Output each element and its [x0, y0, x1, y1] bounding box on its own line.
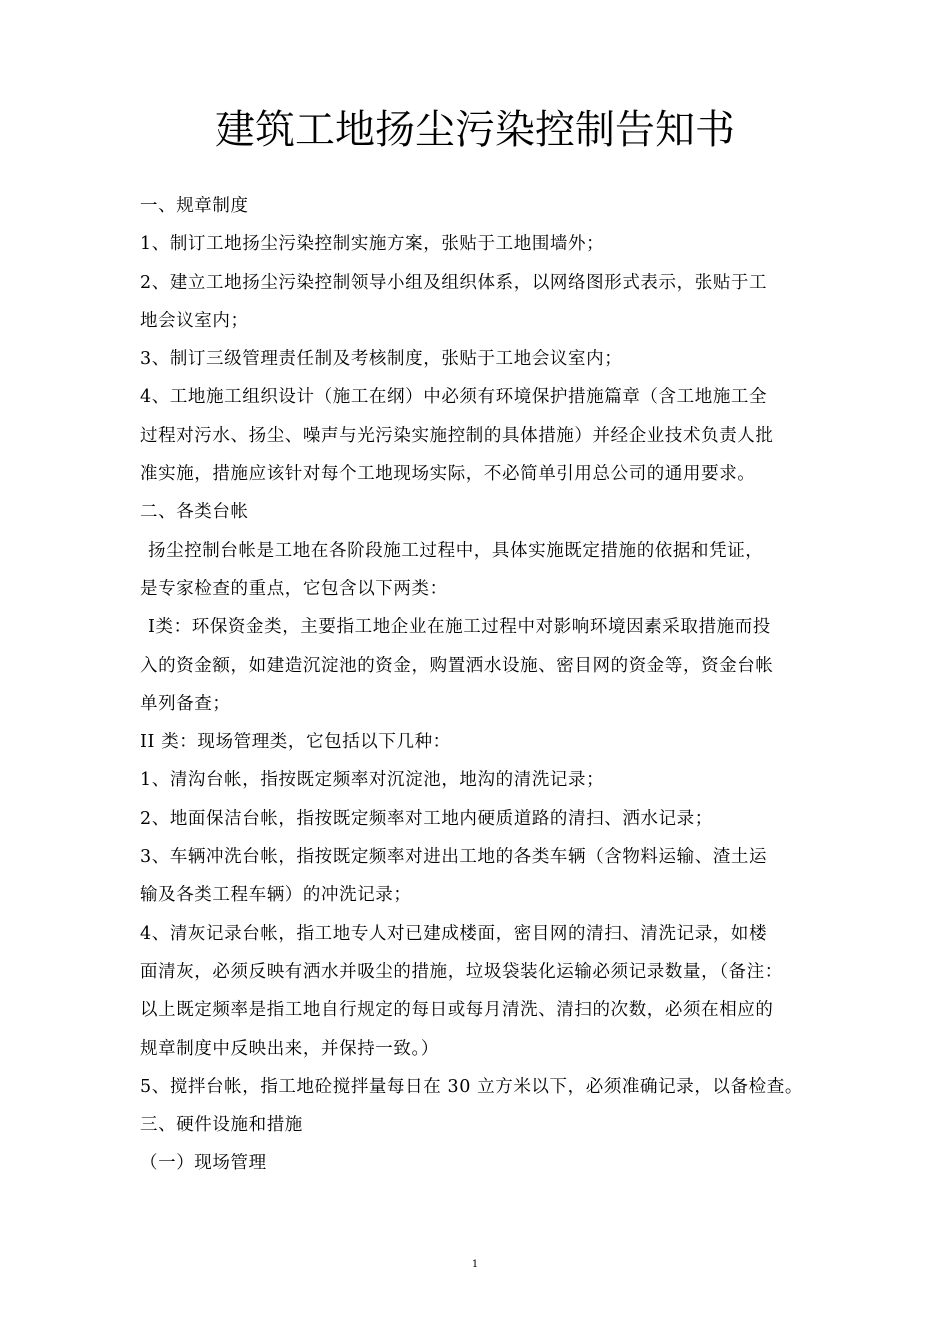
paragraph-line: 4、工地施工组织设计（施工在纲）中必须有环境保护措施篇章（含工地施工全	[140, 387, 768, 408]
paragraph-line: 1、制订工地扬尘污染控制实施方案，张贴于工地围墙外；	[140, 234, 605, 255]
paragraph-line: 入的资金额，如建造沉淀池的资金，购置洒水设施、密目网的资金等，资金台帐	[140, 655, 774, 676]
paragraph-line: Ⅰ类：环保资金类，主要指工地企业在施工过程中对影响环境因素采取措施而投	[148, 617, 771, 638]
paragraph-line: 3、车辆冲洗台帐，指按既定频率对进出工地的各类车辆（含物料运输、渣土运	[140, 847, 768, 868]
paragraph-line: 4、清灰记录台帐，指工地专人对已建成楼面，密目网的清扫、清洗记录，如楼	[140, 923, 768, 944]
paragraph-line: 输及各类工程车辆）的冲洗记录；	[140, 885, 412, 906]
paragraph-line: 扬尘控制台帐是工地在各阶段施工过程中，具体实施既定措施的依据和凭证，	[148, 540, 764, 561]
section-heading-hardware: 三、硬件设施和措施	[140, 1115, 303, 1136]
paragraph-line: 2、建立工地扬尘污染控制领导小组及组织体系，以网络图形式表示，张贴于工	[140, 272, 768, 293]
paragraph-line: 单列备查；	[140, 693, 231, 714]
paragraph-line: 地会议室内；	[140, 310, 249, 331]
paragraph-line: 过程对污水、扬尘、噪声与光污染实施控制的具体措施）并经企业技术负责人批	[140, 425, 774, 446]
document-body	[140, 187, 830, 1183]
subsection-heading-site-management: （一）现场管理	[140, 1153, 267, 1174]
paragraph-line: 5、搅拌台帐，指工地砼搅拌量每日在 30 立方米以下，必须准确记录，以备检查。	[140, 1076, 803, 1097]
paragraph-line: 规章制度中反映出来，并保持一致。）	[140, 1038, 439, 1059]
section-heading-ledgers: 二、各类台帐	[140, 502, 249, 523]
paragraph-line: 面清灰，必须反映有洒水并吸尘的措施，垃圾袋装化运输必须记录数量，（备注：	[140, 961, 783, 982]
section-heading-regulations: 一、规章制度	[140, 196, 249, 216]
paragraph-line: 准实施，措施应该针对每个工地现场实际，不必简单引用总公司的通用要求。	[140, 464, 756, 485]
paragraph-line: 3、制订三级管理责任制及考核制度，张贴于工地会议室内；	[140, 349, 623, 370]
paragraph-line: II 类：现场管理类，它包括以下几种：	[140, 732, 451, 753]
document-title: 建筑工地扬尘污染控制告知书	[215, 107, 735, 153]
paragraph-line: 1、清沟台帐，指按既定频率对沉淀池，地沟的清洗记录；	[140, 770, 605, 791]
paragraph-line: 以上既定频率是指工地自行规定的每日或每月清洗、清扫的次数，必须在相应的	[140, 1000, 774, 1021]
paragraph-line: 2、地面保洁台帐，指按既定频率对工地内硬质道路的清扫、洒水记录；	[140, 808, 713, 829]
paragraph-line: 是专家检查的重点，它包含以下两类：	[140, 578, 448, 599]
page-number: 1	[471, 1259, 479, 1270]
